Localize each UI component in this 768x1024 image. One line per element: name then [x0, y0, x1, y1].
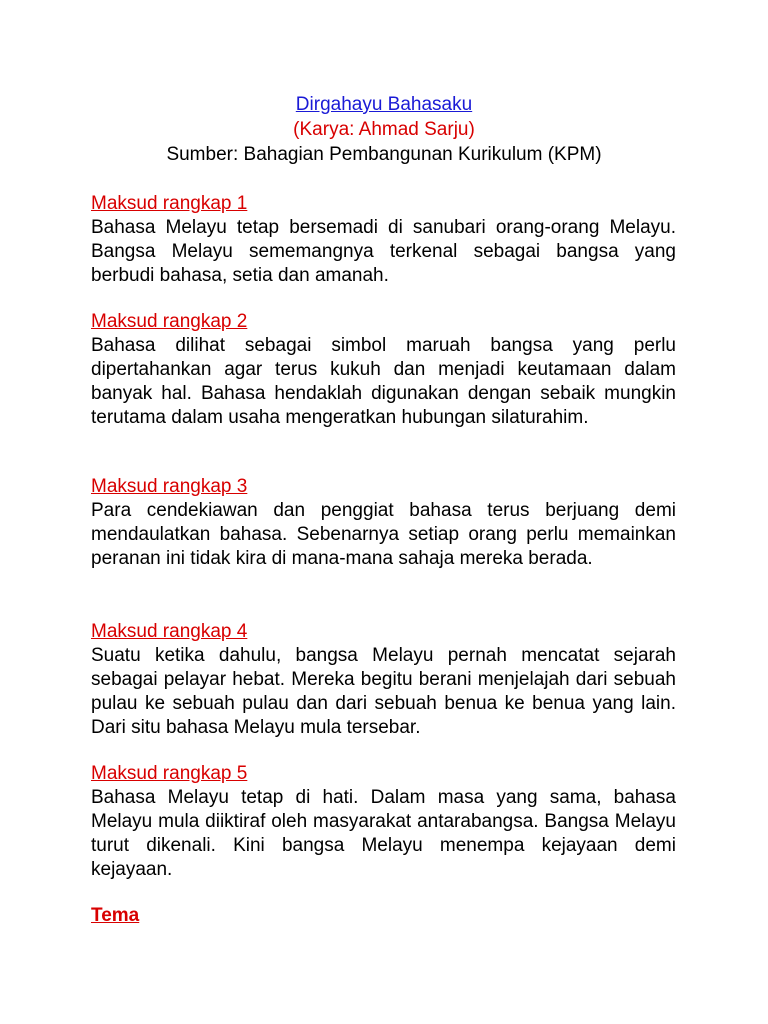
section-rangkap-4	[91, 620, 676, 740]
section-tema	[91, 904, 676, 928]
section-heading: Maksud rangkap 2	[91, 311, 248, 332]
section-heading: Maksud rangkap 5	[91, 763, 248, 784]
section-heading: Maksud rangkap 4	[91, 621, 248, 642]
section-rangkap-1	[91, 192, 676, 288]
section-paragraph: Para cendekiawan dan penggiat bahasa terus berjuang demi mendaulatkan bahasa. Sebenarnya setiap orang perlu memainkan peranan ini tidak kira di mana-mana sahaja mereka berada.	[91, 500, 676, 569]
tema-heading: Tema	[91, 905, 140, 926]
section-heading: Maksud rangkap 1	[91, 193, 248, 214]
document-title: Dirgahayu Bahasaku	[295, 94, 473, 115]
section-rangkap-5	[91, 762, 676, 882]
document-source: Sumber: Bahagian Pembangunan Kurikulum (KPM)	[166, 144, 602, 165]
document-author: (Karya: Ahmad Sarju)	[293, 119, 475, 140]
section-rangkap-2	[91, 310, 676, 430]
section-paragraph: Suatu ketika dahulu, bangsa Melayu pernah mencatat sejarah sebagai pelayar hebat. Mereka begitu berani menjelajah dari sebuah pulau ke sebuah pulau dan dari sebuah benua ke benua yang lain. Dari situ bahasa Melayu mula tersebar.	[91, 645, 676, 738]
section-rangkap-3	[91, 475, 676, 571]
section-paragraph: Bahasa Melayu tetap di hati. Dalam masa yang sama, bahasa Melayu mula diiktiraf oleh masyarakat antarabangsa. Bangsa Melayu turut dikenali. Kini bangsa Melayu menempa kejayaan demi kejayaan.	[91, 787, 676, 880]
section-heading: Maksud rangkap 3	[91, 476, 248, 497]
section-paragraph: Bahasa Melayu tetap bersemadi di sanubari orang-orang Melayu. Bangsa Melayu sememangnya terkenal sebagai bangsa yang berbudi bahasa, setia dan amanah.	[91, 217, 676, 286]
section-paragraph: Bahasa dilihat sebagai simbol maruah bangsa yang perlu dipertahankan agar terus kukuh dan menjadi keutamaan dalam banyak hal. Bahasa hendaklah digunakan dengan sebaik mungkin terutama dalam usaha mengeratkan hubungan silaturahim.	[91, 335, 676, 428]
